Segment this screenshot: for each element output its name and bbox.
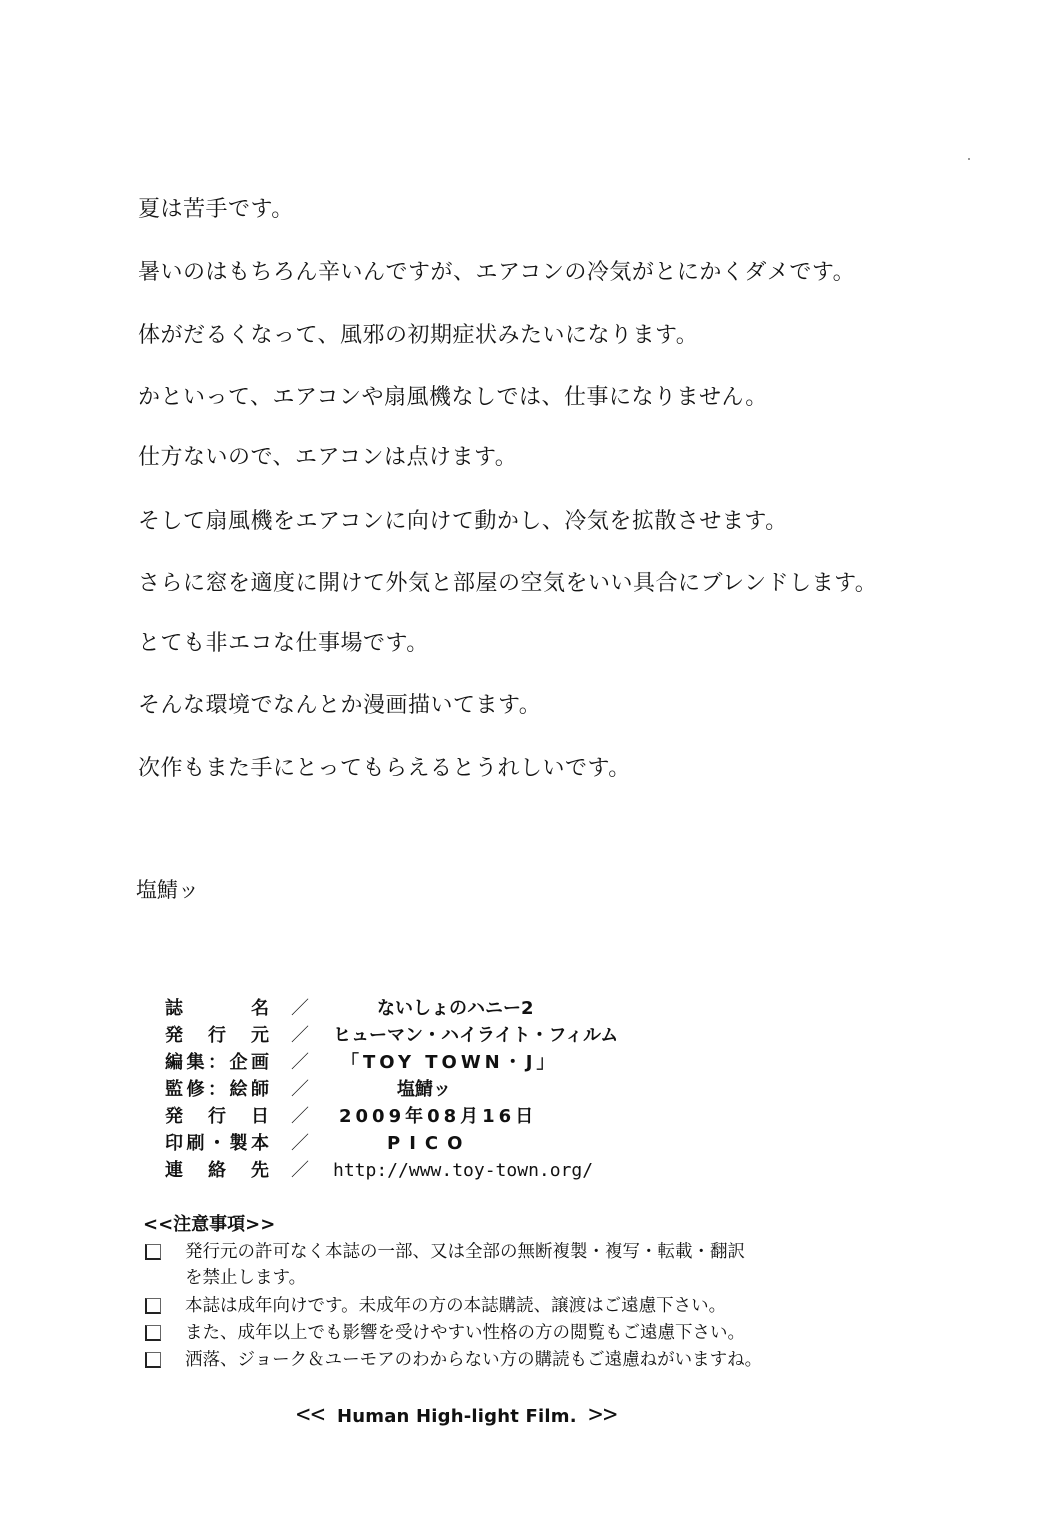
afterword-line: そんな環境でなんとか漫画描いてます。 xyxy=(138,693,542,718)
colophon-separator: ／ xyxy=(291,1025,309,1046)
paper-speck xyxy=(968,158,970,160)
afterword-line: とても非エコな仕事場です。 xyxy=(138,631,429,656)
colophon-value: ヒューマン・ハイライト・フィルム xyxy=(333,1025,619,1046)
colophon-value: PICO xyxy=(387,1133,472,1154)
colophon-separator: ／ xyxy=(291,1133,309,1154)
colophon-label: 監修：絵師 xyxy=(165,1079,269,1100)
colophon-separator: ／ xyxy=(291,1052,309,1073)
colophon-separator: ／ xyxy=(291,998,309,1019)
notice-text: 洒落、ジョーク＆ユーモアのわからない方の購読もご遠慮ねがいますね。 xyxy=(185,1350,763,1370)
notice-text: 発行元の許可なく本誌の一部、又は全部の無断複製・複写・転載・翻訳 xyxy=(185,1242,745,1262)
afterword-line: そして扇風機をエアコンに向けて動かし、冷気を拡散させます。 xyxy=(138,509,788,534)
colophon-separator: ／ xyxy=(291,1160,309,1181)
checkbox-icon xyxy=(145,1325,161,1341)
afterword-line: 仕方ないので、エアコンは点けます。 xyxy=(138,445,518,470)
colophon-row-title xyxy=(165,996,725,1022)
checkbox-icon xyxy=(145,1298,161,1314)
notice-text-continued: を禁止します。 xyxy=(185,1268,307,1288)
notice-text: また、成年以上でも影響を受けやすい性格の方の閲覧もご遠慮下さい。 xyxy=(185,1323,745,1343)
footer-close-bracket: >> xyxy=(588,1400,618,1428)
footer-open-bracket: << xyxy=(296,1400,326,1428)
afterword-line: かといって、エアコンや扇風機なしでは、仕事になりません。 xyxy=(138,385,768,410)
publisher-footer xyxy=(296,1400,618,1431)
footer-publisher-name: Human High-light Film. xyxy=(336,1406,577,1427)
colophon-value: ないしょのハニー2 xyxy=(377,998,534,1019)
colophon-row-editor xyxy=(165,1050,725,1076)
colophon-row-contact xyxy=(165,1158,725,1184)
author-signature: 塩鯖ッ xyxy=(136,878,199,902)
colophon-value: 2009年08月16日 xyxy=(339,1106,538,1127)
colophon-label: 発行元 xyxy=(165,1025,269,1046)
checkbox-icon xyxy=(145,1352,161,1368)
contact-url: http://www.toy-town.org/ xyxy=(333,1160,594,1181)
colophon-row-publisher xyxy=(165,1023,725,1049)
colophon-row-artist xyxy=(165,1077,725,1103)
notice-text: 本誌は成年向けです。未成年の方の本誌購読、譲渡はご遠慮下さい。 xyxy=(185,1296,727,1316)
colophon-label: 連絡先 xyxy=(165,1160,269,1181)
colophon-row-date xyxy=(165,1104,725,1130)
colophon-label: 印刷・製本 xyxy=(165,1133,269,1154)
afterword-line: 次作もまた手にとってもらえるとうれしいです。 xyxy=(138,756,631,781)
notes-heading: <<注意事項>> xyxy=(143,1214,276,1235)
colophon-label: 誌 名 xyxy=(165,998,269,1019)
colophon-value: 塩鯖ッ xyxy=(397,1079,451,1100)
afterword-line: 体がだるくなって、風邪の初期症状みたいになります。 xyxy=(138,323,699,348)
colophon-separator: ／ xyxy=(291,1079,309,1100)
colophon-label: 発行日 xyxy=(165,1106,269,1127)
colophon-row-printer xyxy=(165,1131,725,1157)
colophon-separator: ／ xyxy=(291,1106,309,1127)
afterword-line: 夏は苦手です。 xyxy=(138,197,294,222)
checkbox-icon xyxy=(145,1244,161,1260)
afterword-line: 暑いのはもちろん辛いんですが、エアコンの冷気がとにかくダメです。 xyxy=(138,260,856,285)
colophon-label: 編集：企画 xyxy=(165,1052,269,1073)
colophon-value: 「TOY TOWN・J」 xyxy=(341,1052,559,1073)
afterword-line: さらに窓を適度に開けて外気と部屋の空気をいい具合にブレンドします。 xyxy=(138,571,878,596)
